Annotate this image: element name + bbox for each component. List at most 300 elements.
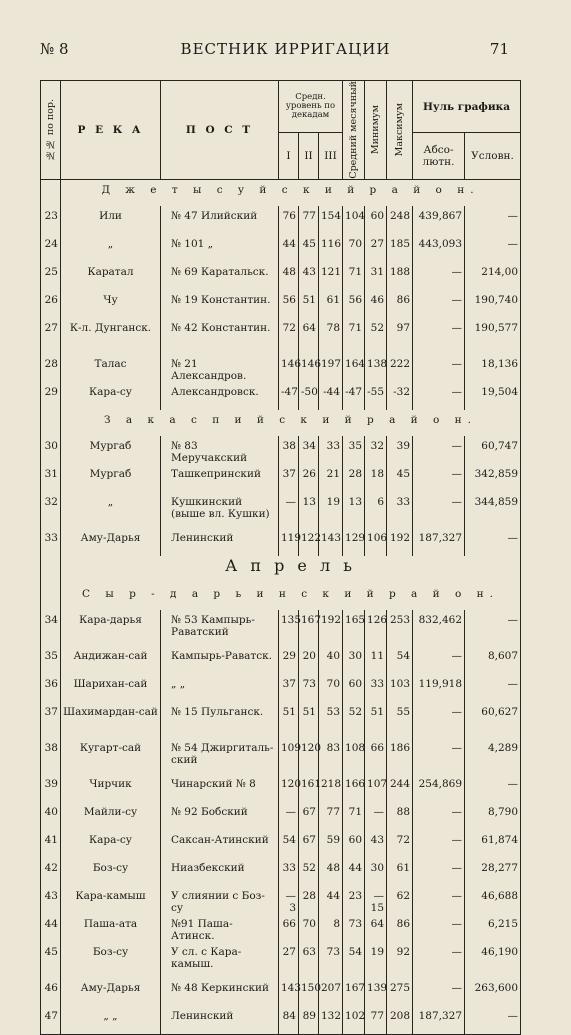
cell-no: 27 — [41, 318, 61, 354]
region-heading: Д ж е т ы с у й с к и й р а й о н. — [61, 179, 521, 206]
cell-d1: 119 — [279, 528, 299, 556]
cell-avg: 52 — [343, 702, 365, 738]
cell-cond: 190,577 — [465, 318, 521, 354]
cell-post: № 21 Александров. — [161, 354, 279, 382]
cell-d2: 45 — [299, 234, 319, 262]
cell-river: Кугарт-сай — [61, 738, 161, 774]
cell-max: 33 — [387, 492, 413, 528]
cell-abs: — — [413, 354, 465, 382]
cell-d2: 34 — [299, 436, 319, 464]
cell-d2: 167 — [299, 610, 319, 646]
cell-d1: -47 — [279, 382, 299, 410]
cell-d1: 38 — [279, 436, 299, 464]
cell-d2: 63 — [299, 942, 319, 978]
cell-min: 30 — [365, 858, 387, 886]
cell-max: 222 — [387, 354, 413, 382]
cell-min: 27 — [365, 234, 387, 262]
cell-avg: 28 — [343, 464, 365, 492]
cell-max: 244 — [387, 774, 413, 802]
cell-d1: 48 — [279, 262, 299, 290]
cell-avg: 44 — [343, 858, 365, 886]
page-number: 71 — [489, 40, 509, 58]
cell-max: 186 — [387, 738, 413, 774]
cell-cond: 60,747 — [465, 436, 521, 464]
cell-river: Талас — [61, 354, 161, 382]
cell-avg: 165 — [343, 610, 365, 646]
cell-max: 72 — [387, 830, 413, 858]
cell-no: 40 — [41, 802, 61, 830]
cell-d1: 54 — [279, 830, 299, 858]
row-number-cell — [41, 556, 61, 584]
month-heading-row — [41, 556, 521, 584]
cell-no: 29 — [41, 382, 61, 410]
cell-no: 35 — [41, 646, 61, 674]
cell-river: Кара-су — [61, 830, 161, 858]
cell-abs: — — [413, 492, 465, 528]
cell-max: 92 — [387, 942, 413, 978]
cell-cond: — — [465, 610, 521, 646]
cell-max: 55 — [387, 702, 413, 738]
cell-post: № 15 Пульганск. — [161, 702, 279, 738]
table-row — [41, 978, 521, 1006]
cell-cond: — — [465, 206, 521, 234]
cell-post: Кушкинский (выше вл. Кушки) — [161, 492, 279, 528]
cell-cond: — — [465, 1006, 521, 1035]
cell-min: 51 — [365, 702, 387, 738]
cell-river: Боз-су — [61, 858, 161, 886]
cell-d2: 89 — [299, 1006, 319, 1035]
cell-min: 107 — [365, 774, 387, 802]
cell-d1: 146 — [279, 354, 299, 382]
cell-river: Андижан-сай — [61, 646, 161, 674]
cell-min: 126 — [365, 610, 387, 646]
journal-title: ВЕСТНИК ИРРИГАЦИИ — [180, 40, 391, 58]
cell-d3: 218 — [319, 774, 343, 802]
cell-d1: 84 — [279, 1006, 299, 1035]
cell-river: К-л. Дунганск. — [61, 318, 161, 354]
cell-post: № 42 Константин. — [161, 318, 279, 354]
water-level-table — [40, 80, 521, 1035]
cell-d1: 33 — [279, 858, 299, 886]
cell-cond: 61,874 — [465, 830, 521, 858]
cell-no: 23 — [41, 206, 61, 234]
col-decade-group-header: Средн. уровень по декадам — [279, 81, 343, 133]
cell-post: У слиянии с Боз-су — [161, 886, 279, 914]
cell-post: № 101 „ — [161, 234, 279, 262]
region-heading: З а к а с п и й с к и й р а й о н. — [61, 410, 521, 436]
cell-min: —15 — [365, 886, 387, 914]
cell-post: Кампырь-Раватск. — [161, 646, 279, 674]
cell-d1: 37 — [279, 464, 299, 492]
cell-no: 41 — [41, 830, 61, 858]
cell-abs: — — [413, 262, 465, 290]
cell-post: У сл. с Кара-камыш. — [161, 942, 279, 978]
cell-d2: 67 — [299, 802, 319, 830]
cell-no: 26 — [41, 290, 61, 318]
cell-no: 45 — [41, 942, 61, 978]
cell-cond: 60,627 — [465, 702, 521, 738]
col-no-header: №№ по пор. — [41, 81, 61, 180]
cell-max: 61 — [387, 858, 413, 886]
cell-d3: 33 — [319, 436, 343, 464]
cell-d3: 197 — [319, 354, 343, 382]
cell-post: № 83 Меручакский — [161, 436, 279, 464]
cell-abs: — — [413, 830, 465, 858]
region-heading-row — [41, 410, 521, 436]
cell-cond: 4,289 — [465, 738, 521, 774]
cell-abs: — — [413, 886, 465, 914]
cell-max: 248 — [387, 206, 413, 234]
cell-cond: 8,607 — [465, 646, 521, 674]
cell-min: 60 — [365, 206, 387, 234]
cell-d3: 19 — [319, 492, 343, 528]
cell-no: 36 — [41, 674, 61, 702]
cell-river: „ — [61, 492, 161, 528]
cell-post: № 19 Константин. — [161, 290, 279, 318]
col-abs-header: Абсо- лютн. — [413, 133, 465, 180]
table-row — [41, 858, 521, 886]
cell-cond: 18,136 — [465, 354, 521, 382]
cell-d3: 77 — [319, 802, 343, 830]
cell-d2: 51 — [299, 702, 319, 738]
cell-min: 106 — [365, 528, 387, 556]
cell-abs: — — [413, 702, 465, 738]
cell-d2: 67 — [299, 830, 319, 858]
cell-max: 103 — [387, 674, 413, 702]
row-number-cell — [41, 179, 61, 206]
cell-avg: 71 — [343, 262, 365, 290]
region-heading-row — [41, 584, 521, 610]
cell-d2: 26 — [299, 464, 319, 492]
table-row — [41, 1006, 521, 1035]
cell-post: № 92 Бобский — [161, 802, 279, 830]
cell-d3: 154 — [319, 206, 343, 234]
cell-d3: 59 — [319, 830, 343, 858]
cell-d3: 44 — [319, 886, 343, 914]
cell-no: 46 — [41, 978, 61, 1006]
cell-river: Чу — [61, 290, 161, 318]
cell-cond: 6,215 — [465, 914, 521, 942]
table-row — [41, 262, 521, 290]
cell-abs: — — [413, 290, 465, 318]
cell-river: Шарихан-сай — [61, 674, 161, 702]
cell-avg: 102 — [343, 1006, 365, 1035]
cell-d2: 13 — [299, 492, 319, 528]
cell-post: № 48 Керкинский — [161, 978, 279, 1006]
cell-post: Ташкепринский — [161, 464, 279, 492]
cell-no: 42 — [41, 858, 61, 886]
table-row — [41, 464, 521, 492]
cell-d1: 51 — [279, 702, 299, 738]
cell-d2: 77 — [299, 206, 319, 234]
table-row — [41, 206, 521, 234]
cell-d2: 51 — [299, 290, 319, 318]
region-heading: С ы р - д а р ь и н с к и й р а й о н. — [61, 584, 521, 610]
cell-d3: 61 — [319, 290, 343, 318]
table-row — [41, 942, 521, 978]
table-row — [41, 830, 521, 858]
cell-d3: 8 — [319, 914, 343, 942]
cell-d3: 70 — [319, 674, 343, 702]
cell-post: Саксан-Атинский — [161, 830, 279, 858]
cell-no: 30 — [41, 436, 61, 464]
table-row — [41, 738, 521, 774]
cell-abs: — — [413, 802, 465, 830]
table-row — [41, 290, 521, 318]
issue-number: № 8 — [40, 40, 69, 58]
cell-no: 43 — [41, 886, 61, 914]
cell-post: № 47 Илийский — [161, 206, 279, 234]
cell-d1: —3 — [279, 886, 299, 914]
cell-min: 19 — [365, 942, 387, 978]
cell-river: Кара-камыш — [61, 886, 161, 914]
cell-post: №91 Паша-Атинск. — [161, 914, 279, 942]
cell-avg: -47 — [343, 382, 365, 410]
cell-max: 97 — [387, 318, 413, 354]
cell-post: Ленинский — [161, 528, 279, 556]
cell-no: 44 — [41, 914, 61, 942]
cell-avg: 54 — [343, 942, 365, 978]
cell-min: -55 — [365, 382, 387, 410]
cell-d1: 56 — [279, 290, 299, 318]
cell-d3: 53 — [319, 702, 343, 738]
cell-avg: 30 — [343, 646, 365, 674]
col-d3-header: III — [319, 133, 343, 180]
cell-max: 62 — [387, 886, 413, 914]
cell-min: 43 — [365, 830, 387, 858]
cell-d2: 146 — [299, 354, 319, 382]
cell-abs: 254,869 — [413, 774, 465, 802]
cell-post: № 54 Джиргиталь-ский — [161, 738, 279, 774]
cell-no: 39 — [41, 774, 61, 802]
cell-min: 77 — [365, 1006, 387, 1035]
cell-abs: — — [413, 942, 465, 978]
cell-max: 88 — [387, 802, 413, 830]
cell-cond: 214,00 — [465, 262, 521, 290]
cell-river: „ „ — [61, 1006, 161, 1035]
cell-abs: 187,327 — [413, 1006, 465, 1035]
cell-avg: 70 — [343, 234, 365, 262]
cell-no: 28 — [41, 354, 61, 382]
cell-d3: 48 — [319, 858, 343, 886]
table-row — [41, 914, 521, 942]
cell-max: 208 — [387, 1006, 413, 1035]
table-row — [41, 234, 521, 262]
cell-avg: 167 — [343, 978, 365, 1006]
cell-abs: — — [413, 464, 465, 492]
cell-cond: 190,740 — [465, 290, 521, 318]
cell-abs: — — [413, 646, 465, 674]
cell-avg: 104 — [343, 206, 365, 234]
cell-d3: 21 — [319, 464, 343, 492]
cell-cond: — — [465, 774, 521, 802]
table-row — [41, 382, 521, 410]
cell-post: Александровск. — [161, 382, 279, 410]
month-heading: А п р е л ь — [61, 556, 521, 584]
cell-post: № 53 Кампырь-Раватский — [161, 610, 279, 646]
col-null-group-header: Нуль графика — [413, 81, 521, 133]
cell-min: 11 — [365, 646, 387, 674]
cell-river: Кара-дарья — [61, 610, 161, 646]
table-row — [41, 354, 521, 382]
cell-d1: 66 — [279, 914, 299, 942]
cell-no: 31 — [41, 464, 61, 492]
cell-d1: 37 — [279, 674, 299, 702]
cell-no: 24 — [41, 234, 61, 262]
cell-abs: — — [413, 382, 465, 410]
cell-min: — — [365, 802, 387, 830]
cell-d1: 76 — [279, 206, 299, 234]
cell-avg: 129 — [343, 528, 365, 556]
col-min-header: Минимум — [365, 81, 387, 180]
col-d2-header: II — [299, 133, 319, 180]
cell-cond: — — [465, 528, 521, 556]
cell-no: 34 — [41, 610, 61, 646]
cell-min: 31 — [365, 262, 387, 290]
cell-avg: 13 — [343, 492, 365, 528]
cell-d1: 29 — [279, 646, 299, 674]
cell-d3: 207 — [319, 978, 343, 1006]
cell-cond: — — [465, 234, 521, 262]
cell-no: 47 — [41, 1006, 61, 1035]
cell-abs: 187,327 — [413, 528, 465, 556]
cell-river: Каратал — [61, 262, 161, 290]
cell-min: 64 — [365, 914, 387, 942]
cell-min: 66 — [365, 738, 387, 774]
table-row — [41, 610, 521, 646]
cell-d2: 120 — [299, 738, 319, 774]
row-number-cell — [41, 410, 61, 436]
cell-d1: — — [279, 492, 299, 528]
cell-d1: 143 — [279, 978, 299, 1006]
cell-max: 185 — [387, 234, 413, 262]
cell-d1: 120 — [279, 774, 299, 802]
cell-max: 253 — [387, 610, 413, 646]
cell-post: Чинарский № 8 — [161, 774, 279, 802]
cell-d1: 109 — [279, 738, 299, 774]
cell-avg: 164 — [343, 354, 365, 382]
cell-d3: 83 — [319, 738, 343, 774]
cell-abs: 443,093 — [413, 234, 465, 262]
cell-d3: 192 — [319, 610, 343, 646]
cell-d2: 64 — [299, 318, 319, 354]
cell-d2: 161 — [299, 774, 319, 802]
cell-max: 86 — [387, 914, 413, 942]
cell-d3: 132 — [319, 1006, 343, 1035]
cell-avg: 56 — [343, 290, 365, 318]
cell-abs: — — [413, 318, 465, 354]
cell-d2: 52 — [299, 858, 319, 886]
cell-no: 25 — [41, 262, 61, 290]
cell-post: № 69 Каратальск. — [161, 262, 279, 290]
cell-avg: 73 — [343, 914, 365, 942]
cell-no: 33 — [41, 528, 61, 556]
cell-max: 275 — [387, 978, 413, 1006]
cell-min: 18 — [365, 464, 387, 492]
cell-max: 192 — [387, 528, 413, 556]
cell-avg: 108 — [343, 738, 365, 774]
cell-d2: 20 — [299, 646, 319, 674]
cell-d2: 122 — [299, 528, 319, 556]
cell-d1: — — [279, 802, 299, 830]
col-post-header: П О С Т — [161, 81, 279, 180]
cell-min: 139 — [365, 978, 387, 1006]
table-row — [41, 774, 521, 802]
cell-cond: 19,504 — [465, 382, 521, 410]
cell-post: „ „ — [161, 674, 279, 702]
col-cond-header: Условн. — [465, 133, 521, 180]
cell-max: 86 — [387, 290, 413, 318]
cell-d3: 143 — [319, 528, 343, 556]
cell-min: 6 — [365, 492, 387, 528]
cell-d2: 70 — [299, 914, 319, 942]
cell-d2: 150 — [299, 978, 319, 1006]
cell-river: Чирчик — [61, 774, 161, 802]
col-max-header: Максимум — [387, 81, 413, 180]
cell-no: 38 — [41, 738, 61, 774]
cell-post: Ниазбекский — [161, 858, 279, 886]
cell-river: Аму-Дарья — [61, 978, 161, 1006]
table-row — [41, 318, 521, 354]
cell-d1: 27 — [279, 942, 299, 978]
running-header — [0, 40, 571, 64]
cell-no: 37 — [41, 702, 61, 738]
cell-d2: 28 — [299, 886, 319, 914]
cell-river: „ — [61, 234, 161, 262]
cell-abs: — — [413, 978, 465, 1006]
cell-max: 54 — [387, 646, 413, 674]
region-heading-row — [41, 179, 521, 206]
cell-d2: -50 — [299, 382, 319, 410]
row-number-cell — [41, 584, 61, 610]
cell-cond: 46,688 — [465, 886, 521, 914]
cell-abs: 832,462 — [413, 610, 465, 646]
cell-river: Или — [61, 206, 161, 234]
cell-d2: 73 — [299, 674, 319, 702]
cell-d3: 73 — [319, 942, 343, 978]
cell-cond: — — [465, 674, 521, 702]
cell-min: 46 — [365, 290, 387, 318]
cell-abs: 119,918 — [413, 674, 465, 702]
cell-avg: 23 — [343, 886, 365, 914]
table-row — [41, 528, 521, 556]
cell-avg: 35 — [343, 436, 365, 464]
cell-avg: 60 — [343, 674, 365, 702]
cell-river: Паша-ата — [61, 914, 161, 942]
cell-max: 39 — [387, 436, 413, 464]
cell-abs: — — [413, 914, 465, 942]
cell-d3: 116 — [319, 234, 343, 262]
cell-avg: 166 — [343, 774, 365, 802]
table-row — [41, 492, 521, 528]
cell-avg: 71 — [343, 318, 365, 354]
cell-river: Мургаб — [61, 464, 161, 492]
cell-cond: 263,600 — [465, 978, 521, 1006]
cell-d2: 43 — [299, 262, 319, 290]
cell-d3: 78 — [319, 318, 343, 354]
table-row — [41, 646, 521, 674]
col-monthly-header: Средний месячный — [343, 81, 365, 180]
cell-min: 138 — [365, 354, 387, 382]
cell-cond: 28,277 — [465, 858, 521, 886]
col-river-header: Р Е К А — [61, 81, 161, 180]
cell-cond: 342,859 — [465, 464, 521, 492]
col-d1-header: I — [279, 133, 299, 180]
cell-d3: -44 — [319, 382, 343, 410]
cell-cond: 8,790 — [465, 802, 521, 830]
cell-cond: 344,859 — [465, 492, 521, 528]
cell-no: 32 — [41, 492, 61, 528]
